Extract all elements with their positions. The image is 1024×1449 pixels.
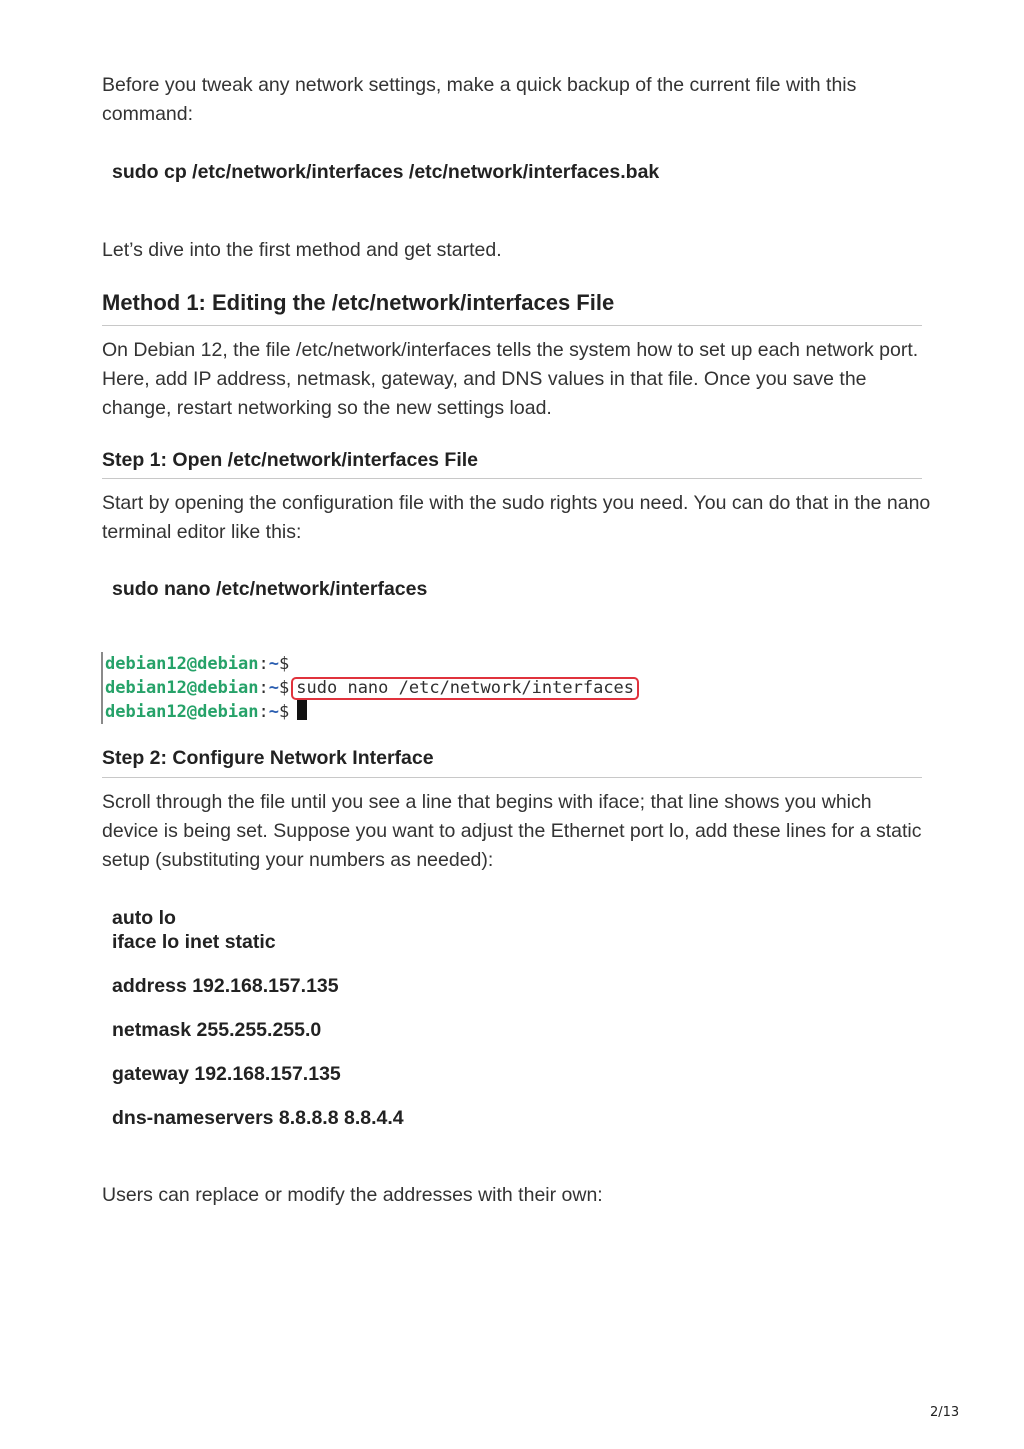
prompt-sign: $: [279, 678, 290, 698]
config-netmask-line: netmask 255.255.255.0: [112, 1019, 322, 1041]
prompt-path: ~: [268, 702, 280, 722]
config-gateway-line: gateway 192.168.157.135: [112, 1063, 341, 1085]
closing-paragraph: Users can replace or modify the addresses with their own:: [102, 1184, 603, 1206]
prompt-user: debian12@debian: [105, 702, 259, 722]
prompt-separator: :: [258, 654, 269, 674]
config-dns-line: dns-nameservers 8.8.8.8 8.8.4.4: [112, 1107, 404, 1129]
terminal-line-3: [105, 700, 307, 724]
method1-description: On Debian 12, the file /etc/network/interfaces tells the system how to set up each network port. Here, add IP address, netmask, gateway, and DNS values in that file. Once you save the change, restart networking so the new settings load.: [102, 339, 919, 419]
prompt-separator: :: [258, 702, 269, 722]
highlighted-command: sudo nano /etc/network/interfaces: [291, 677, 639, 700]
terminal-screenshot: [101, 652, 663, 724]
prompt-sign: $: [279, 654, 290, 674]
config-iface-line: iface lo inet static: [112, 931, 276, 953]
terminal-line-2: [105, 676, 639, 700]
prompt-user: debian12@debian: [105, 654, 259, 674]
backup-command: sudo cp /etc/network/interfaces /etc/network/interfaces.bak: [112, 161, 660, 183]
step1-description: Start by opening the configuration file with the sudo rights you need. You can do that in the nano terminal editor like this:: [102, 492, 931, 543]
terminal-line-1: [105, 652, 289, 676]
transition-paragraph: Let’s dive into the first method and get started.: [102, 239, 502, 261]
intro-paragraph: Before you tweak any network settings, make a quick backup of the current file with this command:: [102, 74, 857, 125]
method1-heading: Method 1: Editing the /etc/network/interfaces File: [102, 290, 615, 315]
step1-heading: Step 1: Open /etc/network/interfaces File: [102, 449, 479, 471]
config-address-line: address 192.168.157.135: [112, 975, 339, 997]
config-auto-line: auto lo: [112, 907, 176, 929]
step1-divider: [102, 478, 922, 479]
terminal-cursor: [297, 700, 307, 720]
prompt-path: ~: [268, 678, 280, 698]
page-number: 2/13: [930, 1405, 960, 1420]
step2-divider: [102, 777, 922, 778]
method1-divider: [102, 325, 922, 326]
prompt-path: ~: [268, 654, 280, 674]
prompt-sign: $: [279, 702, 290, 722]
nano-command: sudo nano /etc/network/interfaces: [112, 578, 428, 600]
step2-heading: Step 2: Configure Network Interface: [102, 747, 434, 769]
step2-description: Scroll through the file until you see a line that begins with iface; that line shows you which device is being set. Suppose you want to adjust the Ethernet port lo, add these lines for a static setup (substituting your numbers as needed):: [102, 791, 922, 871]
prompt-user: debian12@debian: [105, 678, 259, 698]
prompt-separator: :: [258, 678, 269, 698]
